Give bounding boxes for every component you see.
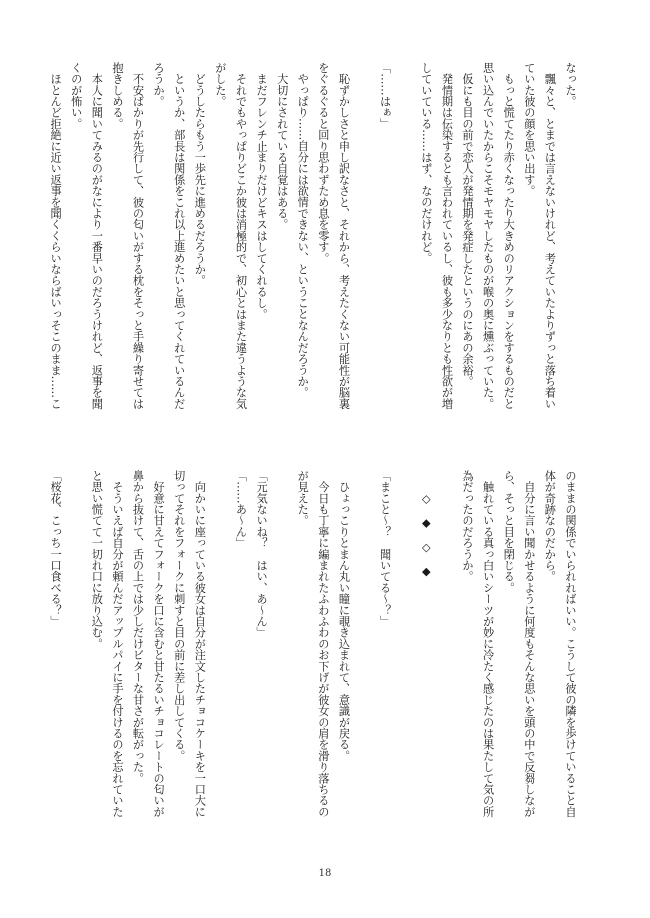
text-line: 切ってそれをフォークに刺すと目の前に差し出してくる。 bbox=[172, 470, 186, 762]
text-line: どうしたらもう一歩先に進めるだろうか。 bbox=[193, 62, 207, 286]
text-line: 自分に言い聞かせるように何度もそんな思いを頭の中で反芻しなが bbox=[522, 470, 536, 818]
text-line bbox=[271, 470, 292, 862]
text-line: 今日も丁寧に編まれたふわふわのお下げが彼女の肩を滑り落ちるの bbox=[316, 470, 330, 818]
text-line: が見えた。 bbox=[296, 470, 310, 526]
text-line: をぐるぐると回り思わずため息を零す。 bbox=[316, 62, 330, 264]
text-line: ◇ ◆ ◇ ◆ bbox=[419, 470, 433, 578]
text-line: がした。 bbox=[213, 62, 227, 107]
text-line bbox=[395, 470, 416, 862]
text-line bbox=[353, 470, 374, 862]
text-line: していている……はず、なのだけれど。 bbox=[419, 62, 433, 264]
text-line: もっと慌てたり赤くなったり大きめのリアクションをするものだと bbox=[502, 62, 516, 410]
text-line: 恥ずかしさと申し訳なさと、それから、考えたくない可能性が脳裏 bbox=[337, 62, 351, 410]
text-line: 抱きしめる。 bbox=[110, 62, 124, 130]
text-line: そういえば自分が頼んだアップルパイに手を付けるのを忘れていた bbox=[110, 470, 124, 818]
page-number: 18 bbox=[318, 868, 332, 879]
text-line: 触れている真っ白いシーツが妙に冷たく感じたのは果たして気の所 bbox=[481, 470, 495, 818]
text-line: まだフレンチ止まりだけどキスはしてくれるし。 bbox=[255, 62, 269, 320]
text-line: 不安ばかりが先行して、彼の匂いがする枕をそっと手繰り寄せては bbox=[131, 62, 145, 410]
text-line: 「元気ないね？ はい、あ〜ん」 bbox=[255, 470, 269, 638]
text-line: 「まこと〜？ 聞いてる〜？」 bbox=[378, 470, 392, 627]
text-column-top bbox=[49, 62, 580, 464]
text-line: やっぱり……自分には欲情できない、ということなんだろうか。 bbox=[296, 62, 310, 398]
text-line: 大切にされている自覚はある。 bbox=[275, 62, 289, 230]
text-line: くのが怖い。 bbox=[69, 62, 83, 130]
text-line: のままの関係でいられればいい。こうして彼の隣を歩けていること自 bbox=[564, 470, 577, 818]
text-line: 飄々と、とまでは言えないけれど、考えていたよりずっと落ち着い bbox=[543, 62, 557, 410]
text-line: ら、そっと目を閉じる。 bbox=[502, 470, 516, 594]
text-line: 「……はぁ」 bbox=[378, 62, 392, 130]
text-line bbox=[395, 62, 416, 464]
text-line: ほとんど拒絶に近い返事を聞くくらいならばいっそこのまま……こ bbox=[49, 62, 63, 410]
text-line: 向かいに座っている彼女は自分が注文したチョコケーキを一口大に bbox=[193, 470, 207, 818]
text-line: 為だったのだろうか。 bbox=[461, 470, 475, 582]
text-line bbox=[209, 470, 230, 862]
text-line: というか、部長は関係をこれ以上進めたいと思ってくれているんだ bbox=[172, 62, 186, 410]
text-line: 「……あ〜ん」 bbox=[234, 470, 248, 549]
text-line: 「桜花、こっち一口食べる？」 bbox=[49, 470, 63, 627]
text-line: 思い込んでいたからこそモヤモヤしたものが喉の奥に燻ぶっていた。 bbox=[481, 62, 495, 410]
text-line: 本人に聞いてみるのがなにより一番早いのだろうけれど、返事を聞 bbox=[90, 62, 104, 410]
text-line: と思い慌てて一切れ口に放り込む。 bbox=[90, 470, 104, 650]
text-line bbox=[436, 470, 457, 862]
text-line: 仮にも目の前で恋人が発情期を発症したというのにあの余裕。 bbox=[461, 62, 475, 387]
text-line: 好意に甘えてフォークを口に含むと甘たるいチョコレートの匂いが bbox=[152, 470, 166, 818]
text-column-bottom bbox=[49, 470, 580, 862]
text-line: ていた彼の顔を思い出す。 bbox=[522, 62, 536, 197]
text-line: ひょっこりとまん丸い瞳に覗き込まれて、意識が戻る。 bbox=[337, 470, 351, 762]
text-line: 発情期は伝染するとも言われているし、彼も多少なりとも性欲が増 bbox=[440, 62, 454, 410]
text-line: なった。 bbox=[564, 62, 577, 107]
text-line: 体が奇跡なのだから。 bbox=[543, 470, 557, 582]
text-line bbox=[353, 62, 374, 464]
text-line: それでもやっぱりどこか彼は消極的で、初心とはまた違うような気 bbox=[234, 62, 248, 410]
text-line bbox=[65, 470, 86, 862]
text-line: ろうか。 bbox=[152, 62, 166, 107]
text-line: 鼻から抜けて、舌の上では少しだけビターな甘さが転がった。 bbox=[131, 470, 145, 784]
